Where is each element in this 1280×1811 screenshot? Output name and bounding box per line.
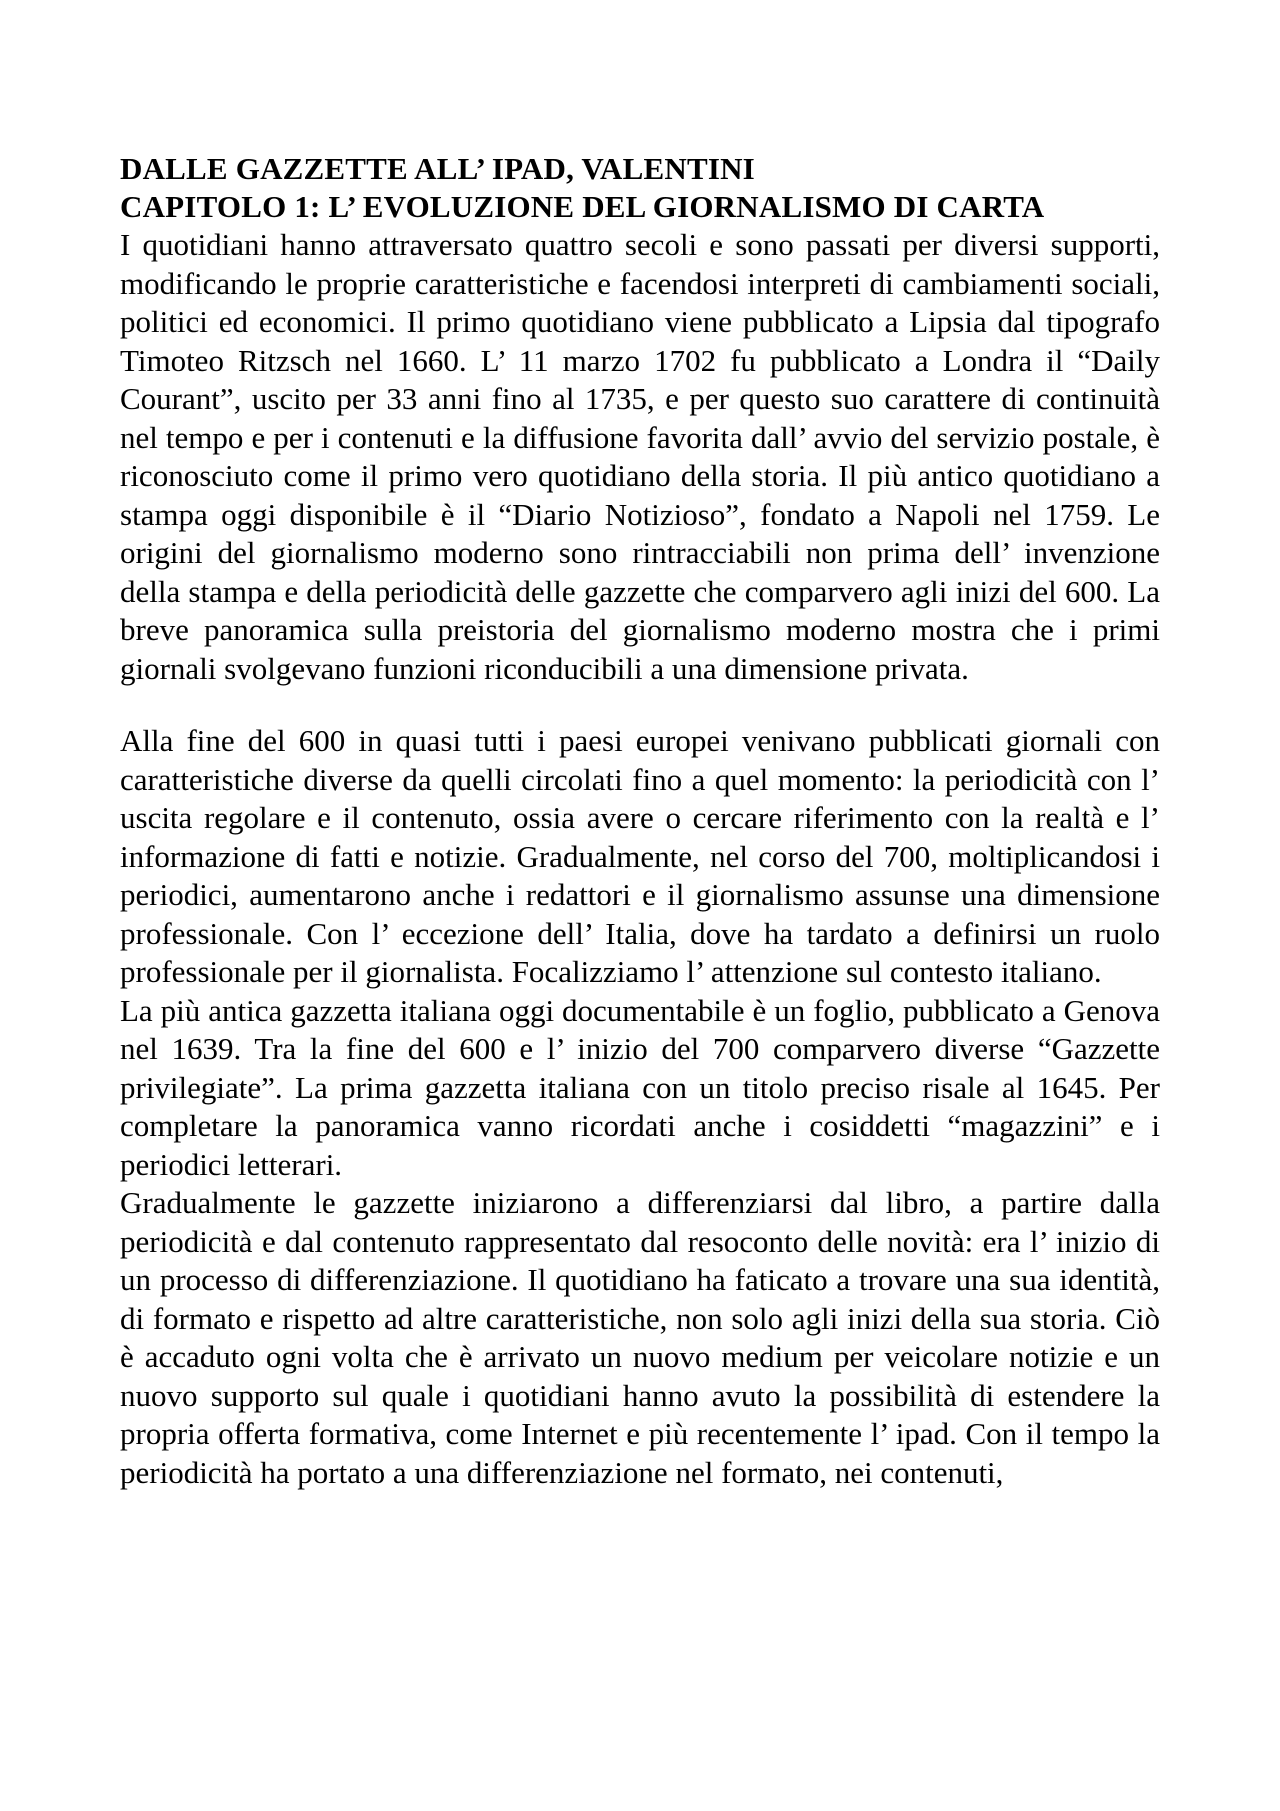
paragraph-3: La più antica gazzetta italiana oggi documentabile è un foglio, pubblicato a Genova nel 1639. Tra la fine del 600 e l’ inizio del 700 comparvero diverse “Gazzette privilegiate”. La prima gazzetta italiana con un titolo preciso risale al 1645. Per completare la panoramica vanno ricordati anche i cosiddetti “magazzini” e i periodici letterari.: [120, 992, 1160, 1182]
paragraph-2: Alla fine del 600 in quasi tutti i paesi europei venivano pubblicati giornali con caratteristiche diverse da quelli circolati fino a quel momento: la periodicità con l’ uscita regolare e il contenuto, ossia avere o cercare riferimento con la realtà e l’ informazione di fatti e notizie. Gradualmente, nel corso del 700, moltiplicandosi i periodici, aumentarono anche i redattori e il giornalismo assunse una dimensione professionale. Con l’ eccezione dell’ Italia, dove ha tardato a definirsi un ruolo professionale per il giornalista. Focalizziamo l’ attenzione sul contesto italiano.: [120, 723, 1160, 989]
chapter-title: CAPITOLO 1: L’ EVOLUZIONE DEL GIORNALISMO DI CARTA: [120, 189, 1045, 224]
paragraph-4: Gradualmente le gazzette iniziarono a differenziarsi dal libro, a partire dalla periodicità e dal contenuto rappresentato dal resoconto delle novità: era l’ inizio di un processo di differenziazione. Il quotidiano ha faticato a trovare una sua identità, di formato e rispetto ad altre caratteristiche, non solo agli inizi della sua storia. Ciò è accaduto ogni volta che è arrivato un nuovo medium per veicolare notizie e un nuovo supporto sul quale i quotidiani hanno avuto la possibilità di estendere la propria offerta formativa, come Internet e più recentemente l’ ipad. Con il tempo la periodicità ha portato a una differenziazione nel formato, nei contenuti,: [120, 1185, 1160, 1490]
document-page: [120, 150, 1160, 1492]
paragraph-1: I quotidiani hanno attraversato quattro secoli e sono passati per diversi supporti, modificando le proprie caratteristiche e facendosi interpreti di cambiamenti sociali, politici ed economici. Il primo quotidiano viene pubblicato a Lipsia dal tipografo Timoteo Ritzsch nel 1660. L’ 11 marzo 1702 fu pubblicato a Londra il “Daily Courant”, uscito per 33 anni fino al 1735, e per questo suo carattere di continuità nel tempo e per i contenuti e la diffusione favorita dall’ avvio del servizio postale, è riconosciuto come il primo vero quotidiano della storia. Il più antico quotidiano a stampa oggi disponibile è il “Diario Notizioso”, fondato a Napoli nel 1759. Le origini del giornalismo moderno sono rintracciabili non prima dell’ invenzione della stampa e della periodicità delle gazzette che comparvero agli inizi del 600. La breve panoramica sulla preistoria del giornalismo moderno mostra che i primi giornali svolgevano funzioni riconducibili a una dimensione privata.: [120, 227, 1160, 686]
paragraph-spacer: [120, 688, 1160, 722]
document-title: DALLE GAZZETTE ALL’ IPAD, VALENTINI: [120, 151, 755, 186]
